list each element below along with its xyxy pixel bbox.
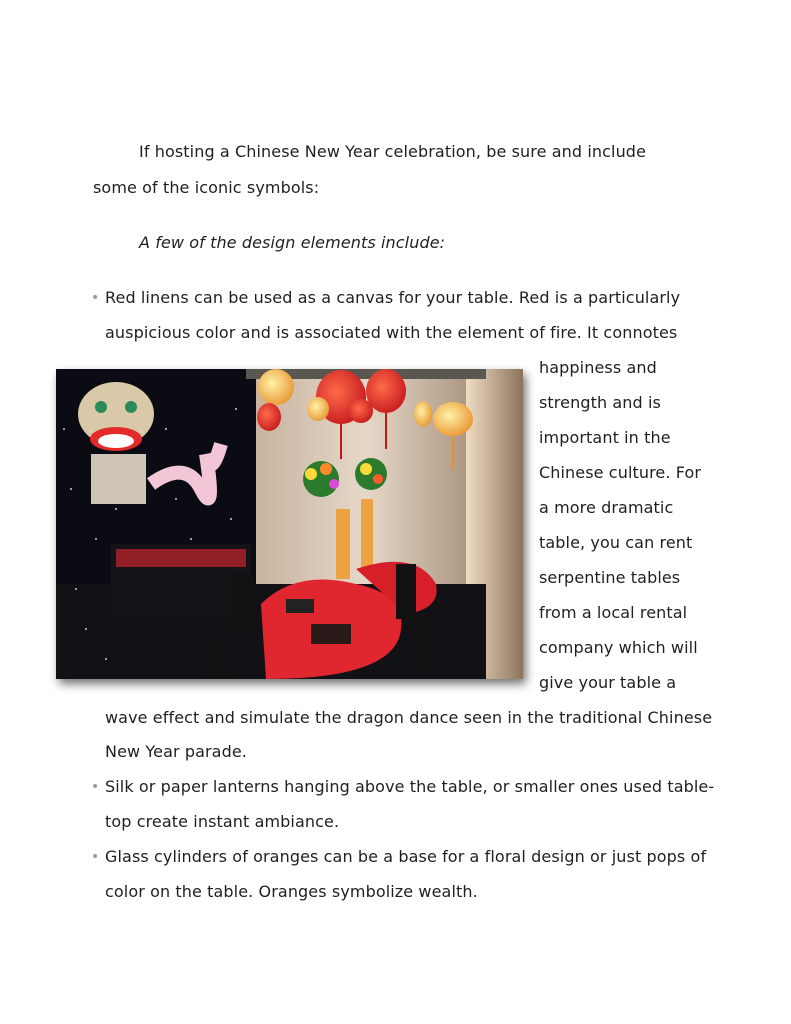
chinese-new-year-table-photo (56, 369, 523, 679)
bullet-1-line-14: New Year parade. (105, 742, 247, 761)
intro-line-2: some of the iconic symbols: (93, 178, 320, 197)
bullet-marker-1: • (91, 290, 100, 306)
bullet-1-line-6: Chinese culture. For (539, 463, 702, 482)
bullet-1-line-9: serpentine tables (539, 568, 681, 587)
bullet-2-line-2: top create instant ambiance. (105, 812, 340, 831)
design-elements-heading: A few of the design elements include: (139, 233, 446, 252)
bullet-1-line-13: wave effect and simulate the dragon dance seen in the traditional Chinese (105, 708, 713, 727)
bullet-1-line-7: a more dramatic (539, 498, 674, 517)
bullet-1-line-1: Red linens can be used as a canvas for your table. Red is a particularly (105, 288, 681, 307)
bullet-1-line-12: give your table a (539, 673, 677, 692)
bullet-1-line-2: auspicious color and is associated with the element of fire. It connotes (105, 323, 678, 342)
bullet-1-line-8: table, you can rent (539, 533, 693, 552)
intro-line-1: If hosting a Chinese New Year celebration, be sure and include (139, 142, 647, 161)
bullet-3-line-2: color on the table. Oranges symbolize wealth. (105, 882, 478, 901)
bullet-2-line-1: Silk or paper lanterns hanging above the table, or smaller ones used table- (105, 777, 715, 796)
bullet-1-line-3: happiness and (539, 358, 657, 377)
bullet-marker-2: • (91, 779, 100, 795)
bullet-marker-3: • (91, 849, 100, 865)
bullet-1-line-4: strength and is (539, 393, 661, 412)
bullet-3-line-1: Glass cylinders of oranges can be a base for a floral design or just pops of (105, 847, 707, 866)
bullet-1-line-10: from a local rental (539, 603, 688, 622)
bullet-1-line-11: company which will (539, 638, 698, 657)
bullet-1-line-5: important in the (539, 428, 671, 447)
table-photo-illustration (56, 369, 523, 679)
